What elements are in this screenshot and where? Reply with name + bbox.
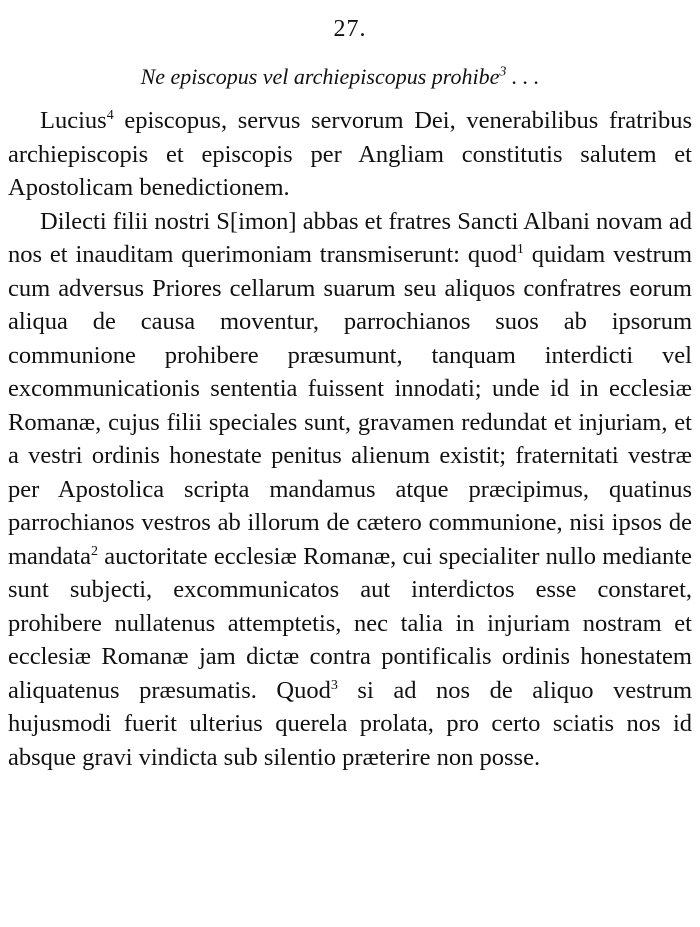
heading-footnote-marker: 3 bbox=[499, 64, 507, 80]
paragraph-text: auctoritate ecclesiæ Romanæ, cui specialiter nullo mediante sunt subjecti, excommunicatos aut interdictos esse constaret, prohibere nullatenus attemptetis, nec talia in injuriam nostram et ecclesiæ Romanæ jam dictæ contra pontificalis ordinis honestatem aliquatenus præsumatis. Quod bbox=[8, 542, 692, 704]
footnote-marker: 2 bbox=[91, 543, 98, 559]
heading-trail: . . . bbox=[506, 64, 540, 89]
document-heading bbox=[8, 62, 692, 92]
footnote-marker: 4 bbox=[106, 107, 114, 123]
paragraph-text: Lucius bbox=[40, 107, 107, 134]
heading-text: Ne episcopus vel archiepiscopus prohibe bbox=[140, 64, 500, 89]
paragraph-text: episcopus, servus servorum Dei, venerabilibus fratribus archiepiscopis et episcopis per Angliam constitutis salutem et Apostolicam benedictionem. bbox=[8, 107, 692, 201]
page-number: 27. bbox=[333, 16, 367, 42]
paragraph-text: Dilecti filii nostri S[imon] abbas et fratres Sancti Albani novam ad nos et inauditam querimoniam transmiserunt: quod bbox=[8, 207, 692, 268]
paragraph bbox=[8, 205, 692, 775]
paragraph bbox=[8, 104, 692, 205]
paragraph-text: quidam vestrum cum adversus Priores cellarum suarum seu aliquos confratres eorum aliqua de causa moventur, parrochianos suos ab ipsorum communione prohibere præsumunt, tanquam interdicti vel excommunicationis sententia fuissent innodati; unde id in ecclesiæ Romanæ, cujus filii speciales sunt, gravamen redundat et injuriam, et a vestri ordinis honestate penitus alienum existit; fraternitati vestræ per Apostolica scripta mandamus atque præcipimus, quatinus parrochianos vestros ab illorum de cætero communione, nisi ipsos de mandata bbox=[8, 241, 692, 570]
body-text bbox=[8, 104, 692, 774]
footnote-marker: 3 bbox=[330, 677, 338, 693]
footnote-marker: 1 bbox=[516, 241, 524, 257]
paragraph-text: si ad nos de aliquo vestrum hujusmodi fuerit ulterius querela prolata, pro certo sciatis nos id absque gravi vindicta sub silentio præterire non posse. bbox=[8, 676, 692, 771]
